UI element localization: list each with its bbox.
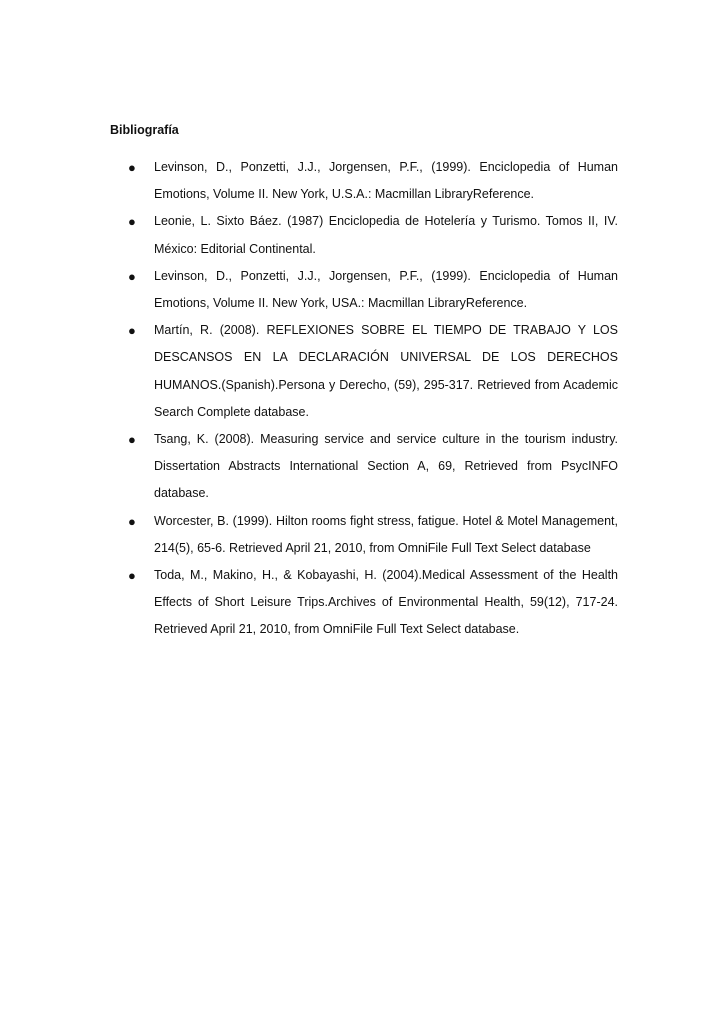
bibliography-heading: Bibliografía: [110, 123, 179, 137]
bibliography-entry: [110, 208, 618, 262]
bullet-icon: ●: [128, 568, 136, 584]
bibliography-entry: [110, 317, 618, 426]
bullet-icon: ●: [128, 268, 136, 284]
bibliography-entry: [110, 154, 618, 208]
bibliography-entry: [110, 426, 618, 508]
bullet-icon: ●: [128, 432, 136, 448]
entry-text: Levinson, D., Ponzetti, J.J., Jorgensen, P.F., (1999). Enciclopedia of Human Emotions, Volume II. New York, USA.: Macmillan LibraryReference.: [154, 268, 618, 311]
entry-text: Leonie, L. Sixto Báez. (1987) Enciclopedia de Hotelería y Turismo. Tomos II, IV. México: Editorial Continental.: [154, 214, 618, 256]
bullet-icon: ●: [128, 160, 136, 175]
entry-text: Tsang, K. (2008). Measuring service and service culture in the tourism industry. Dissertation Abstracts International Section A, 69, Retrieved from PsycINFO database.: [154, 432, 618, 501]
bullet-icon: ●: [128, 214, 136, 230]
bullet-icon: ●: [128, 513, 136, 529]
bibliography-entry: [110, 562, 618, 644]
bullet-icon: ●: [128, 323, 136, 339]
bibliography-entry: [110, 508, 618, 562]
entry-text: Toda, M., Makino, H., & Kobayashi, H. (2004).Medical Assessment of the Health Effects of Short Leisure Trips.Archives of Environmental Health, 59(12), 717-24. Retrieved April 21, 2010, from OmniFile Full Text Select database.: [154, 568, 618, 637]
bibliography-entry: [110, 263, 618, 317]
bibliography-list: [110, 154, 618, 644]
entry-text: Martín, R. (2008). REFLEXIONES SOBRE EL TIEMPO DE TRABAJO Y LOS DESCANSOS EN LA DECLARACIÓN UNIVERSAL DE LOS DERECHOS HUMANOS.(Spanish).Persona y Derecho, (59), 295-317. Retrieved from Academic Search Complete database.: [154, 323, 618, 419]
entry-text: Worcester, B. (1999). Hilton rooms fight stress, fatigue. Hotel & Motel Management, 214(5), 65-6. Retrieved April 21, 2010, from OmniFile Full Text Select database: [154, 513, 618, 555]
entry-text: Levinson, D., Ponzetti, J.J., Jorgensen, P.F., (1999). Enciclopedia of Human Emotions, Volume II. New York, U.S.A.: Macmillan LibraryReference.: [154, 160, 618, 202]
